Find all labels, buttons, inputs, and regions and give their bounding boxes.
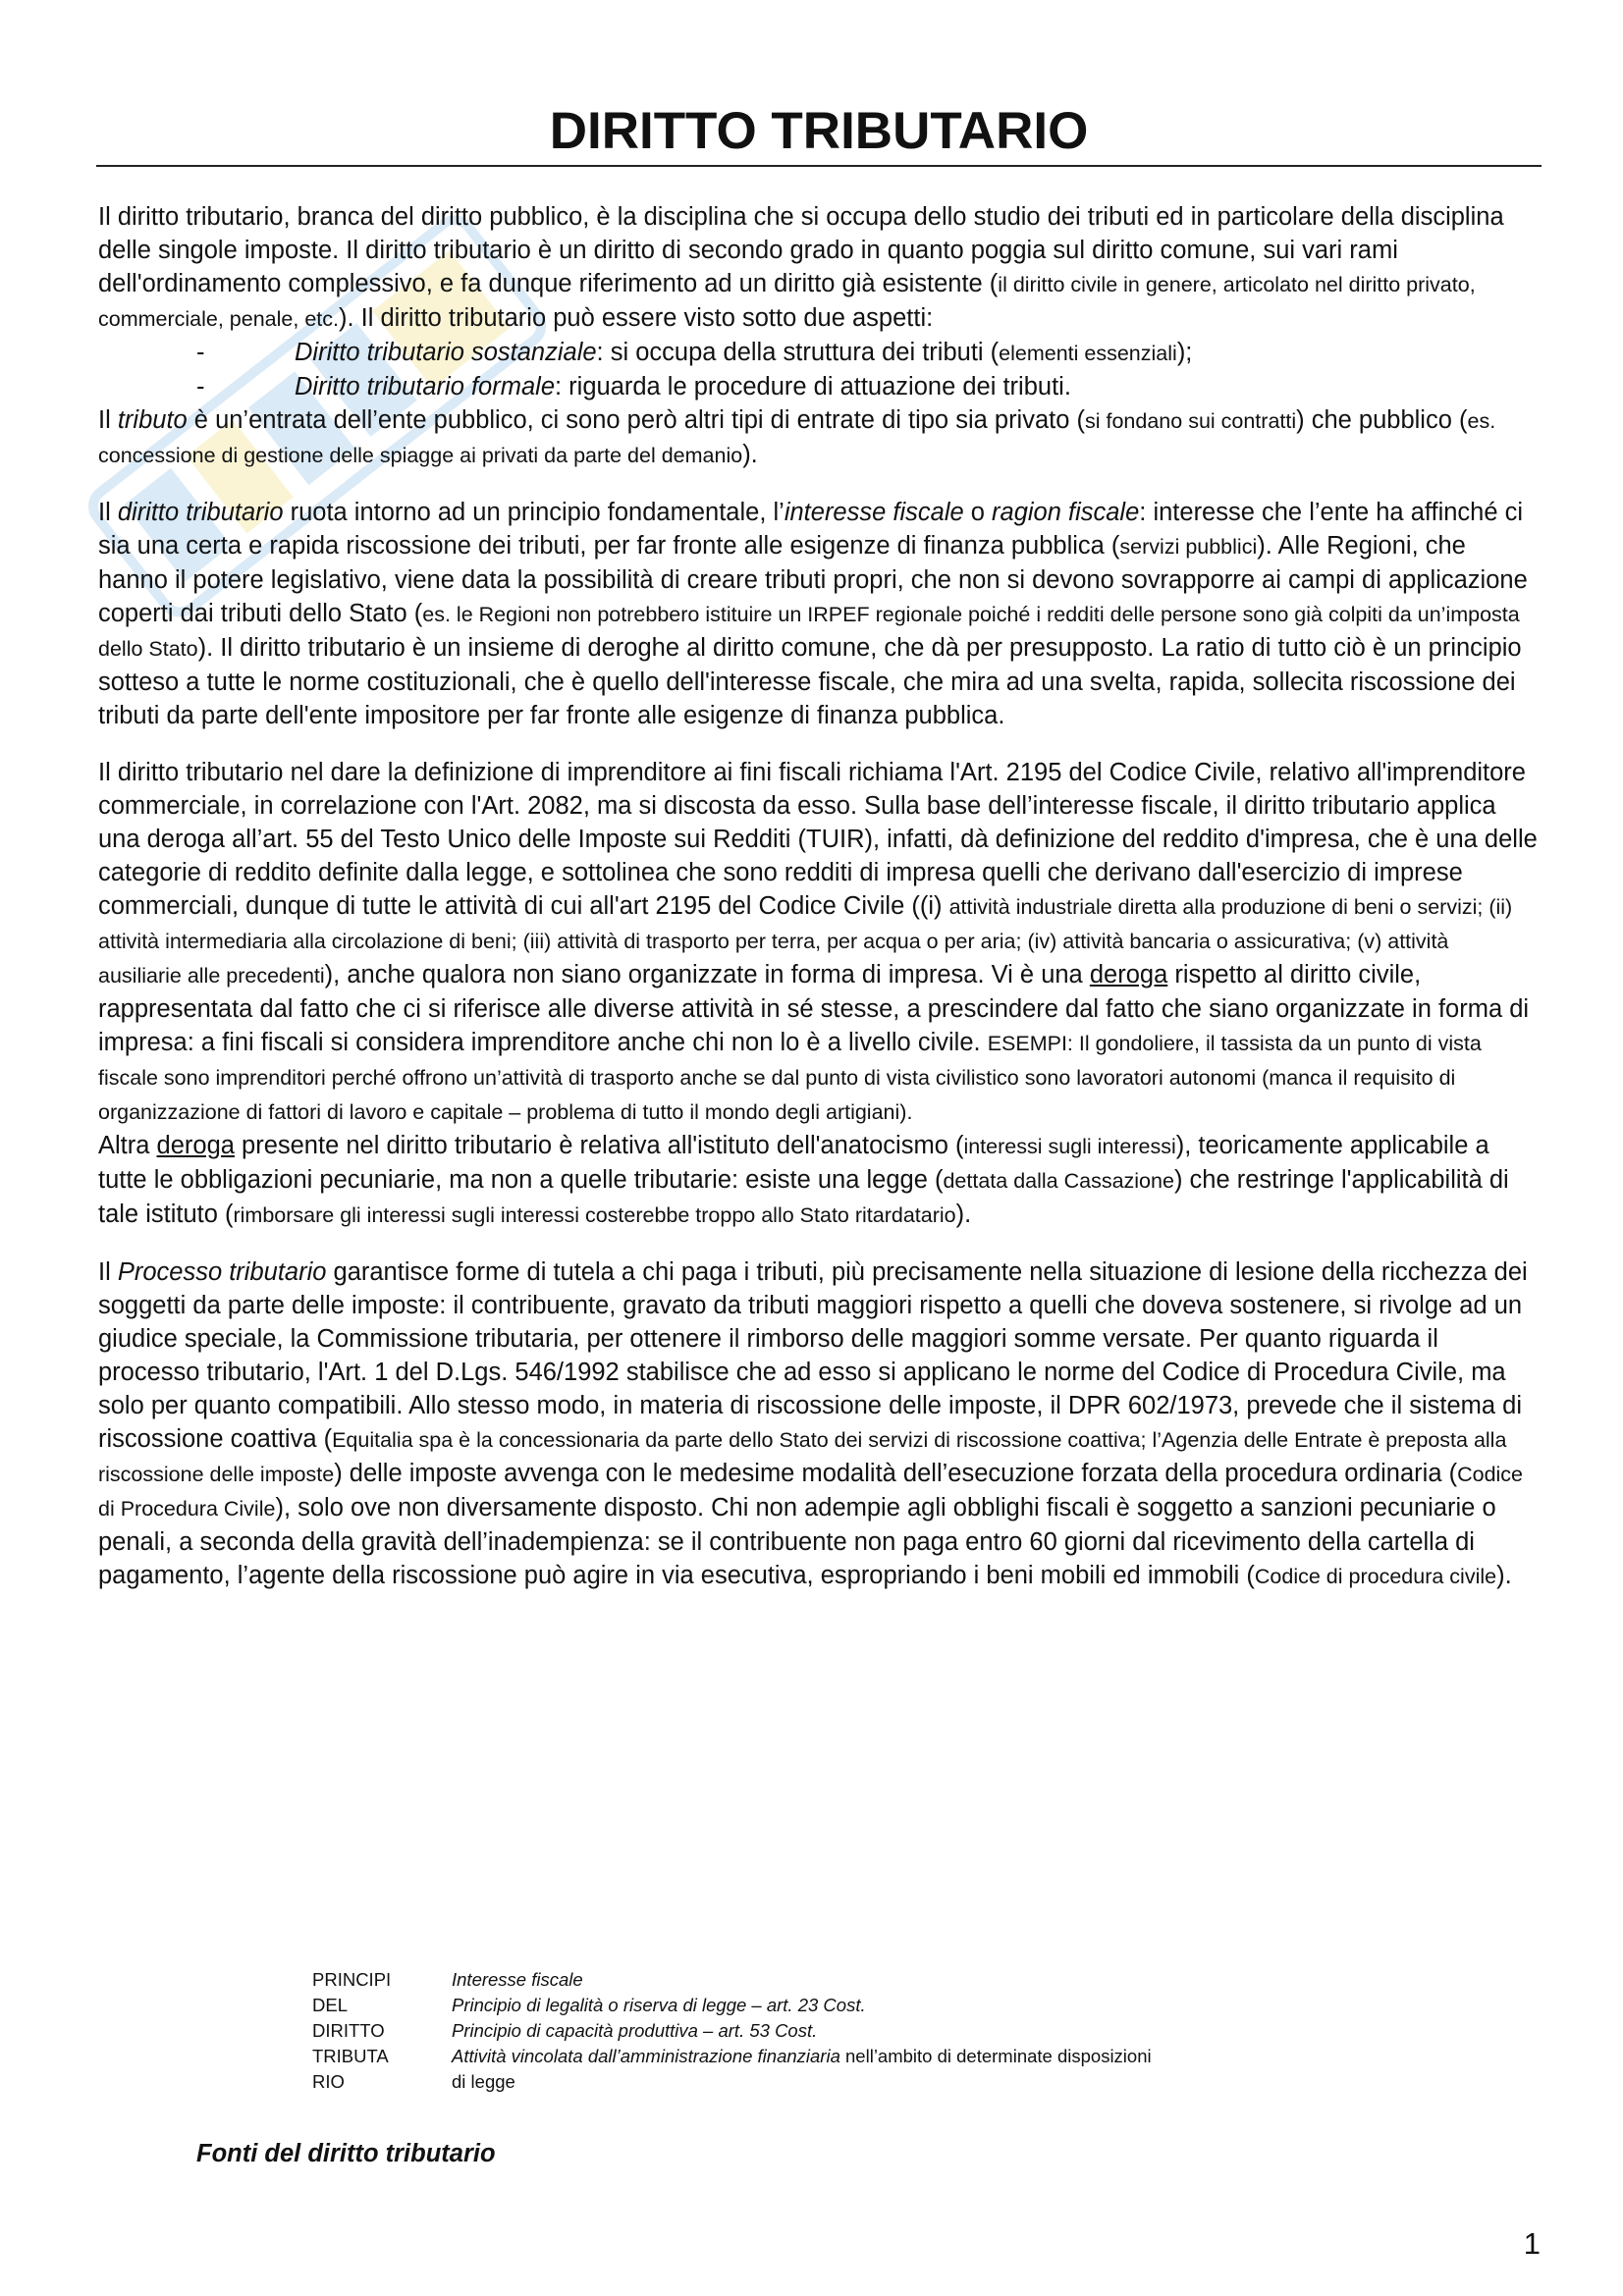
section-heading: Fonti del diritto tributario: [196, 2140, 496, 2167]
list-dash: -: [196, 339, 205, 366]
list-item: - Diritto tributario sostanziale: si occupa della struttura dei tributi (elementi essenziali);: [98, 336, 1538, 370]
paragraph-anatocismo: Altra deroga presente nel diritto tributario è relativa all'istituto dell'anatocismo (interessi sugli interessi), teoricamente applicabile a tutte le obbligazioni pecuniarie, ma non a quelle tributarie: esiste una legge (dettata dalla Cassazione) che restringe l'applicabilità di tale istituto (rimborsare gli interessi sugli interessi costerebbe troppo allo Stato ritardatario).: [98, 1132, 1509, 1228]
paragraph-gap: [98, 732, 1538, 756]
page-number: 1: [1523, 2226, 1541, 2261]
principi-row: PRINCIPI Interesse fiscale: [312, 1969, 583, 1990]
list-item: - Diritto tributario formale: riguarda le procedure di attuazione dei tributi.: [98, 370, 1538, 403]
document-body: [98, 200, 1538, 1593]
paragraph-imprenditore: Il diritto tributario nel dare la definizione di imprenditore ai fini fiscali richiama l'Art. 2195 del Codice Civile, relativo all'imprenditore commerciale, in correlazione con l'Art. 2082, ma si discosta da esso. Sulla base dell’interesse fiscale, il diritto tributario applica una deroga all’art. 55 del Testo Unico delle Imposte sui Redditi (TUIR), infatti, dà definizione del reddito d'impresa, che è una delle categorie di reddito definite dalla legge, e sottolinea che sono redditi di impresa quelli che derivano dall'esercizio di imprese commerciali, dunque di tutte le attività di cui all'art 2195 del Codice Civile ((i) attività industriale diretta alla produzione di beni o servizi; (ii) attività intermediaria alla circolazione di beni; (iii) attività di trasporto per terra, per acqua o per aria; (iv) attività bancaria o assicurativa; (v) attività ausiliarie alle precedenti), anche qualora non siano organizzate in forma di impresa. Vi è una deroga rispetto al diritto civile, rappresentata dal fatto che ci si riferisce alle diverse attività in sé stesse, a prescindere dal fatto che siano organizzate in forma di impresa: a fini fiscali si considera imprenditore anche chi non lo è a livello civile. ESEMPI: Il gondoliere, il tassista da un punto di vista fiscale sono imprenditori perché offrono un’attività di trasporto anche se dal punto di vista civilistico sono lavoratori autonomi (manca il requisito di organizzazione di fattori di lavoro e capitale – problema di tutto il mondo degli artigiani).: [98, 759, 1538, 1124]
paragraph-gap: [98, 472, 1538, 496]
principi-row: DIRITTO Principio di capacità produttiva – art. 53 Cost.: [312, 2020, 818, 2041]
list-dash: -: [196, 373, 205, 400]
document-title: DIRITTO TRIBUTARIO: [549, 102, 1089, 160]
paragraph-interesse-fiscale: Il diritto tributario ruota intorno ad un principio fondamentale, l’interesse fiscale o ragion fiscale: interesse che l’ente ha affinché ci sia una certa e rapida riscossione dei tributi, per far fronte alle esigenze di finanza pubblica (servizi pubblici). Alle Regioni, che hanno il potere legislativo, viene data la possibilità di creare tributi propri, che non si devono sovrapporre ai campi di applicazione coperti dai tributi dello Stato (es. le Regioni non potrebbero istituire un IRPEF regionale poiché i redditi delle persone sono già colpiti da un’imposta dello Stato). Il diritto tributario è un insieme di deroghe al diritto comune, che dà per presupposto. La ratio di tutto ciò è un principio sotteso a tutte le norme costituzionali, che è quello dell'interesse fiscale, che mira ad una svelta, rapida, sollecita riscossione dei tributi da parte dell'ente impositore per far fronte alle esigenze di finanza pubblica.: [98, 499, 1528, 729]
principi-row: DEL Principio di legalità o riserva di legge – art. 23 Cost.: [312, 1995, 866, 2015]
principi-row: RIO di legge: [312, 2071, 515, 2092]
paragraph-tributo: Il tributo è un’entrata dell’ente pubblico, ci sono però altri tipi di entrate di tipo sia privato (si fondano sui contratti) che pubblico (es. concessione di gestione delle spiagge ai privati da parte del demanio).: [98, 406, 1496, 468]
paragraph-gap: [98, 1232, 1538, 1255]
principi-table: [312, 1967, 1392, 2095]
paragraph-intro: Il diritto tributario, branca del diritto pubblico, è la disciplina che si occupa dello studio dei tributi ed in particolare della disciplina delle singole imposte. Il diritto tributario è un diritto di secondo grado in quanto poggia sul diritto comune, sui vari rami dell'ordinamento complessivo, e fa dunque riferimento ad un diritto già esistente (il diritto civile in genere, articolato nel diritto privato, commerciale, penale, etc.). Il diritto tributario può essere visto sotto due aspetti:: [98, 203, 1504, 332]
paragraph-processo-tributario: Il Processo tributario garantisce forme di tutela a chi paga i tributi, più precisamente nella situazione di lesione della ricchezza dei soggetti da parte delle imposte: il contribuente, gravato da tributi maggiori rispetto a quelli che doveva sostenere, si rivolge ad un giudice speciale, la Commissione tributaria, per ottenere il rimborso delle maggiori somme versate. Per quanto riguarda il processo tributario, l'Art. 1 del D.Lgs. 546/1992 stabilisce che ad esso si applicano le norme del Codice di Procedura Civile, ma solo per quanto compatibili. Allo stesso modo, in materia di riscossione delle imposte, il DPR 602/1973, prevede che il sistema di riscossione coattiva (Equitalia spa è la concessionaria da parte dello Stato dei servizi di riscossione coattiva; l’Agenzia delle Entrate è preposta alla riscossione delle imposte) delle imposte avvenga con le medesime modalità dell’esecuzione forzata della procedura ordinaria (Codice di Procedura Civile), solo ove non diversamente disposto. Chi non adempie agli obblighi fiscali è soggetto a sanzioni pecuniarie o penali, a seconda della gravità dell’inadempienza: se il contribuente non paga entro 60 giorni dal ricevimento della cartella di pagamento, l’agente della riscossione può agire in via esecutiva, espropriando i beni mobili ed immobili (Codice di procedura civile).: [98, 1258, 1528, 1589]
title-divider: [96, 165, 1542, 167]
principi-row: TRIBUTA Attività vincolata dall’amministrazione finanziaria nell’ambito di determinate disposizioni: [312, 2046, 1152, 2066]
